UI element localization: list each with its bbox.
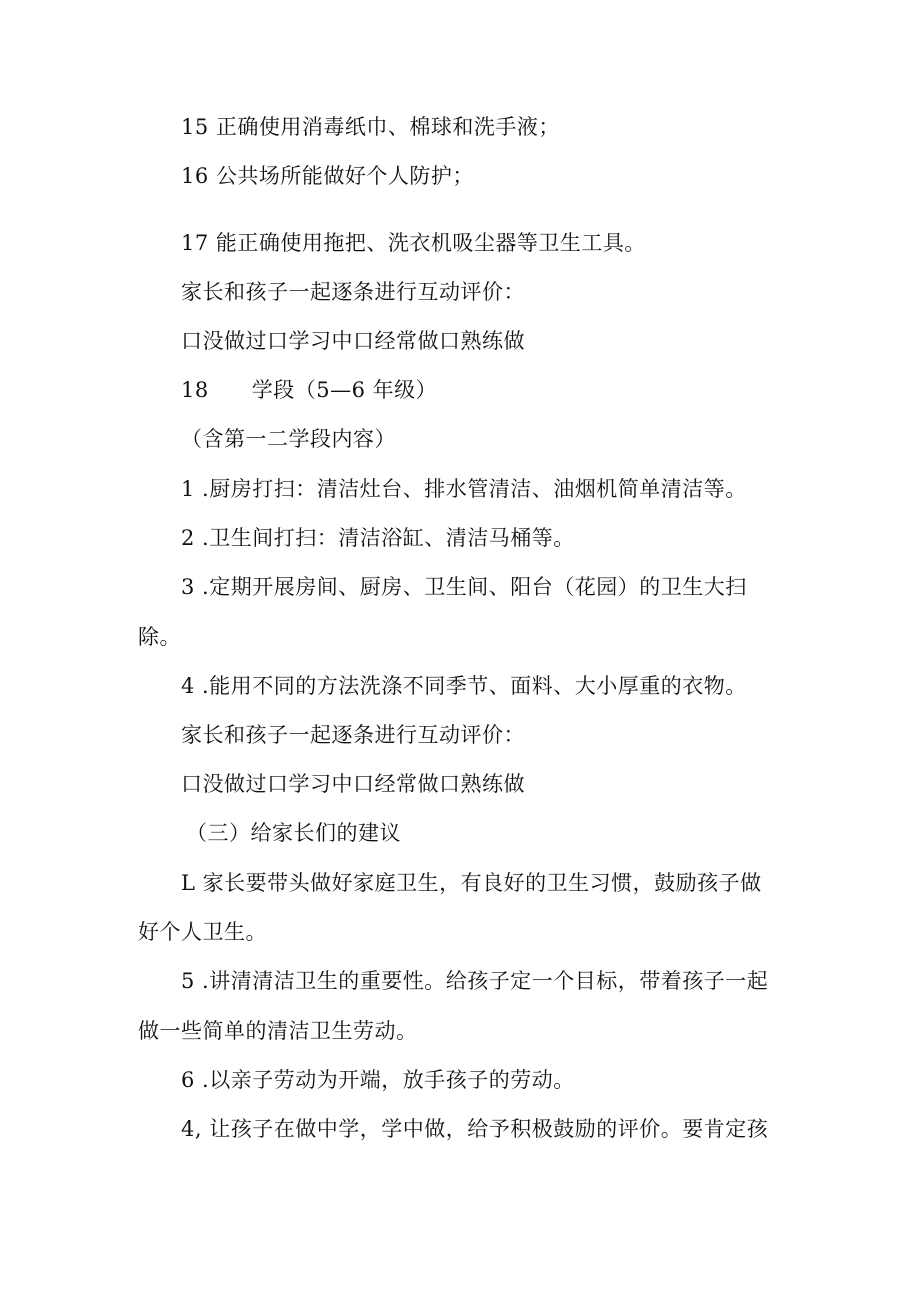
- advice-item-1: L 家长要带头做好家庭卫生，有良好的卫生习惯，鼓励孩子做: [181, 871, 762, 895]
- advice-item-5-continuation: 做一些简单的清洁卫生劳动。: [138, 1019, 418, 1043]
- evaluation-instruction: 家长和孩子一起逐条进行互动评价：: [181, 280, 525, 304]
- list-item-2: 2 .卫生间打扫：清洁浴缸、清洁马桶等。: [181, 526, 575, 550]
- list-item-15: 15 正确使用消毒纸巾、棉球和洗手液；: [181, 115, 560, 139]
- evaluation-options: 口没做过口学习中口经常做口熟练做: [181, 772, 525, 796]
- list-item-17: 17 能正确使用拖把、洗衣机吸尘器等卫生工具。: [181, 231, 646, 255]
- advice-item-1-continuation: 好个人卫生。: [138, 920, 267, 944]
- section-heading-advice: （三）给家长们的建议: [186, 821, 401, 845]
- list-item-1: 1 .厨房打扫：清洁灶台、排水管清洁、油烟机简单清洁等。: [181, 477, 747, 501]
- list-item-4: 4 .能用不同的方法洗涤不同季节、面料、大小厚重的衣物。: [181, 674, 747, 698]
- evaluation-options: 口没做过口学习中口经常做口熟练做: [181, 329, 525, 353]
- list-item-16: 16 公共场所能做好个人防护；: [181, 164, 474, 188]
- section-heading-stage: 18 学段（5—6 年级）: [181, 378, 438, 402]
- section-subheading: （含第一二学段内容）: [181, 427, 396, 451]
- list-item-3-continuation: 除。: [138, 625, 181, 649]
- evaluation-instruction: 家长和孩子一起逐条进行互动评价：: [181, 723, 525, 747]
- advice-item-4: 4, 让孩子在做中学，学中做，给予积极鼓励的评价。要肯定孩: [181, 1117, 769, 1141]
- list-item-3: 3 .定期开展房间、厨房、卫生间、阳台（花园）的卫生大扫: [181, 575, 747, 599]
- advice-item-6: 6 .以亲子劳动为开端，放手孩子的劳动。: [181, 1068, 575, 1092]
- advice-item-5: 5 .讲清清洁卫生的重要性。给孩子定一个目标，带着孩子一起: [181, 969, 769, 993]
